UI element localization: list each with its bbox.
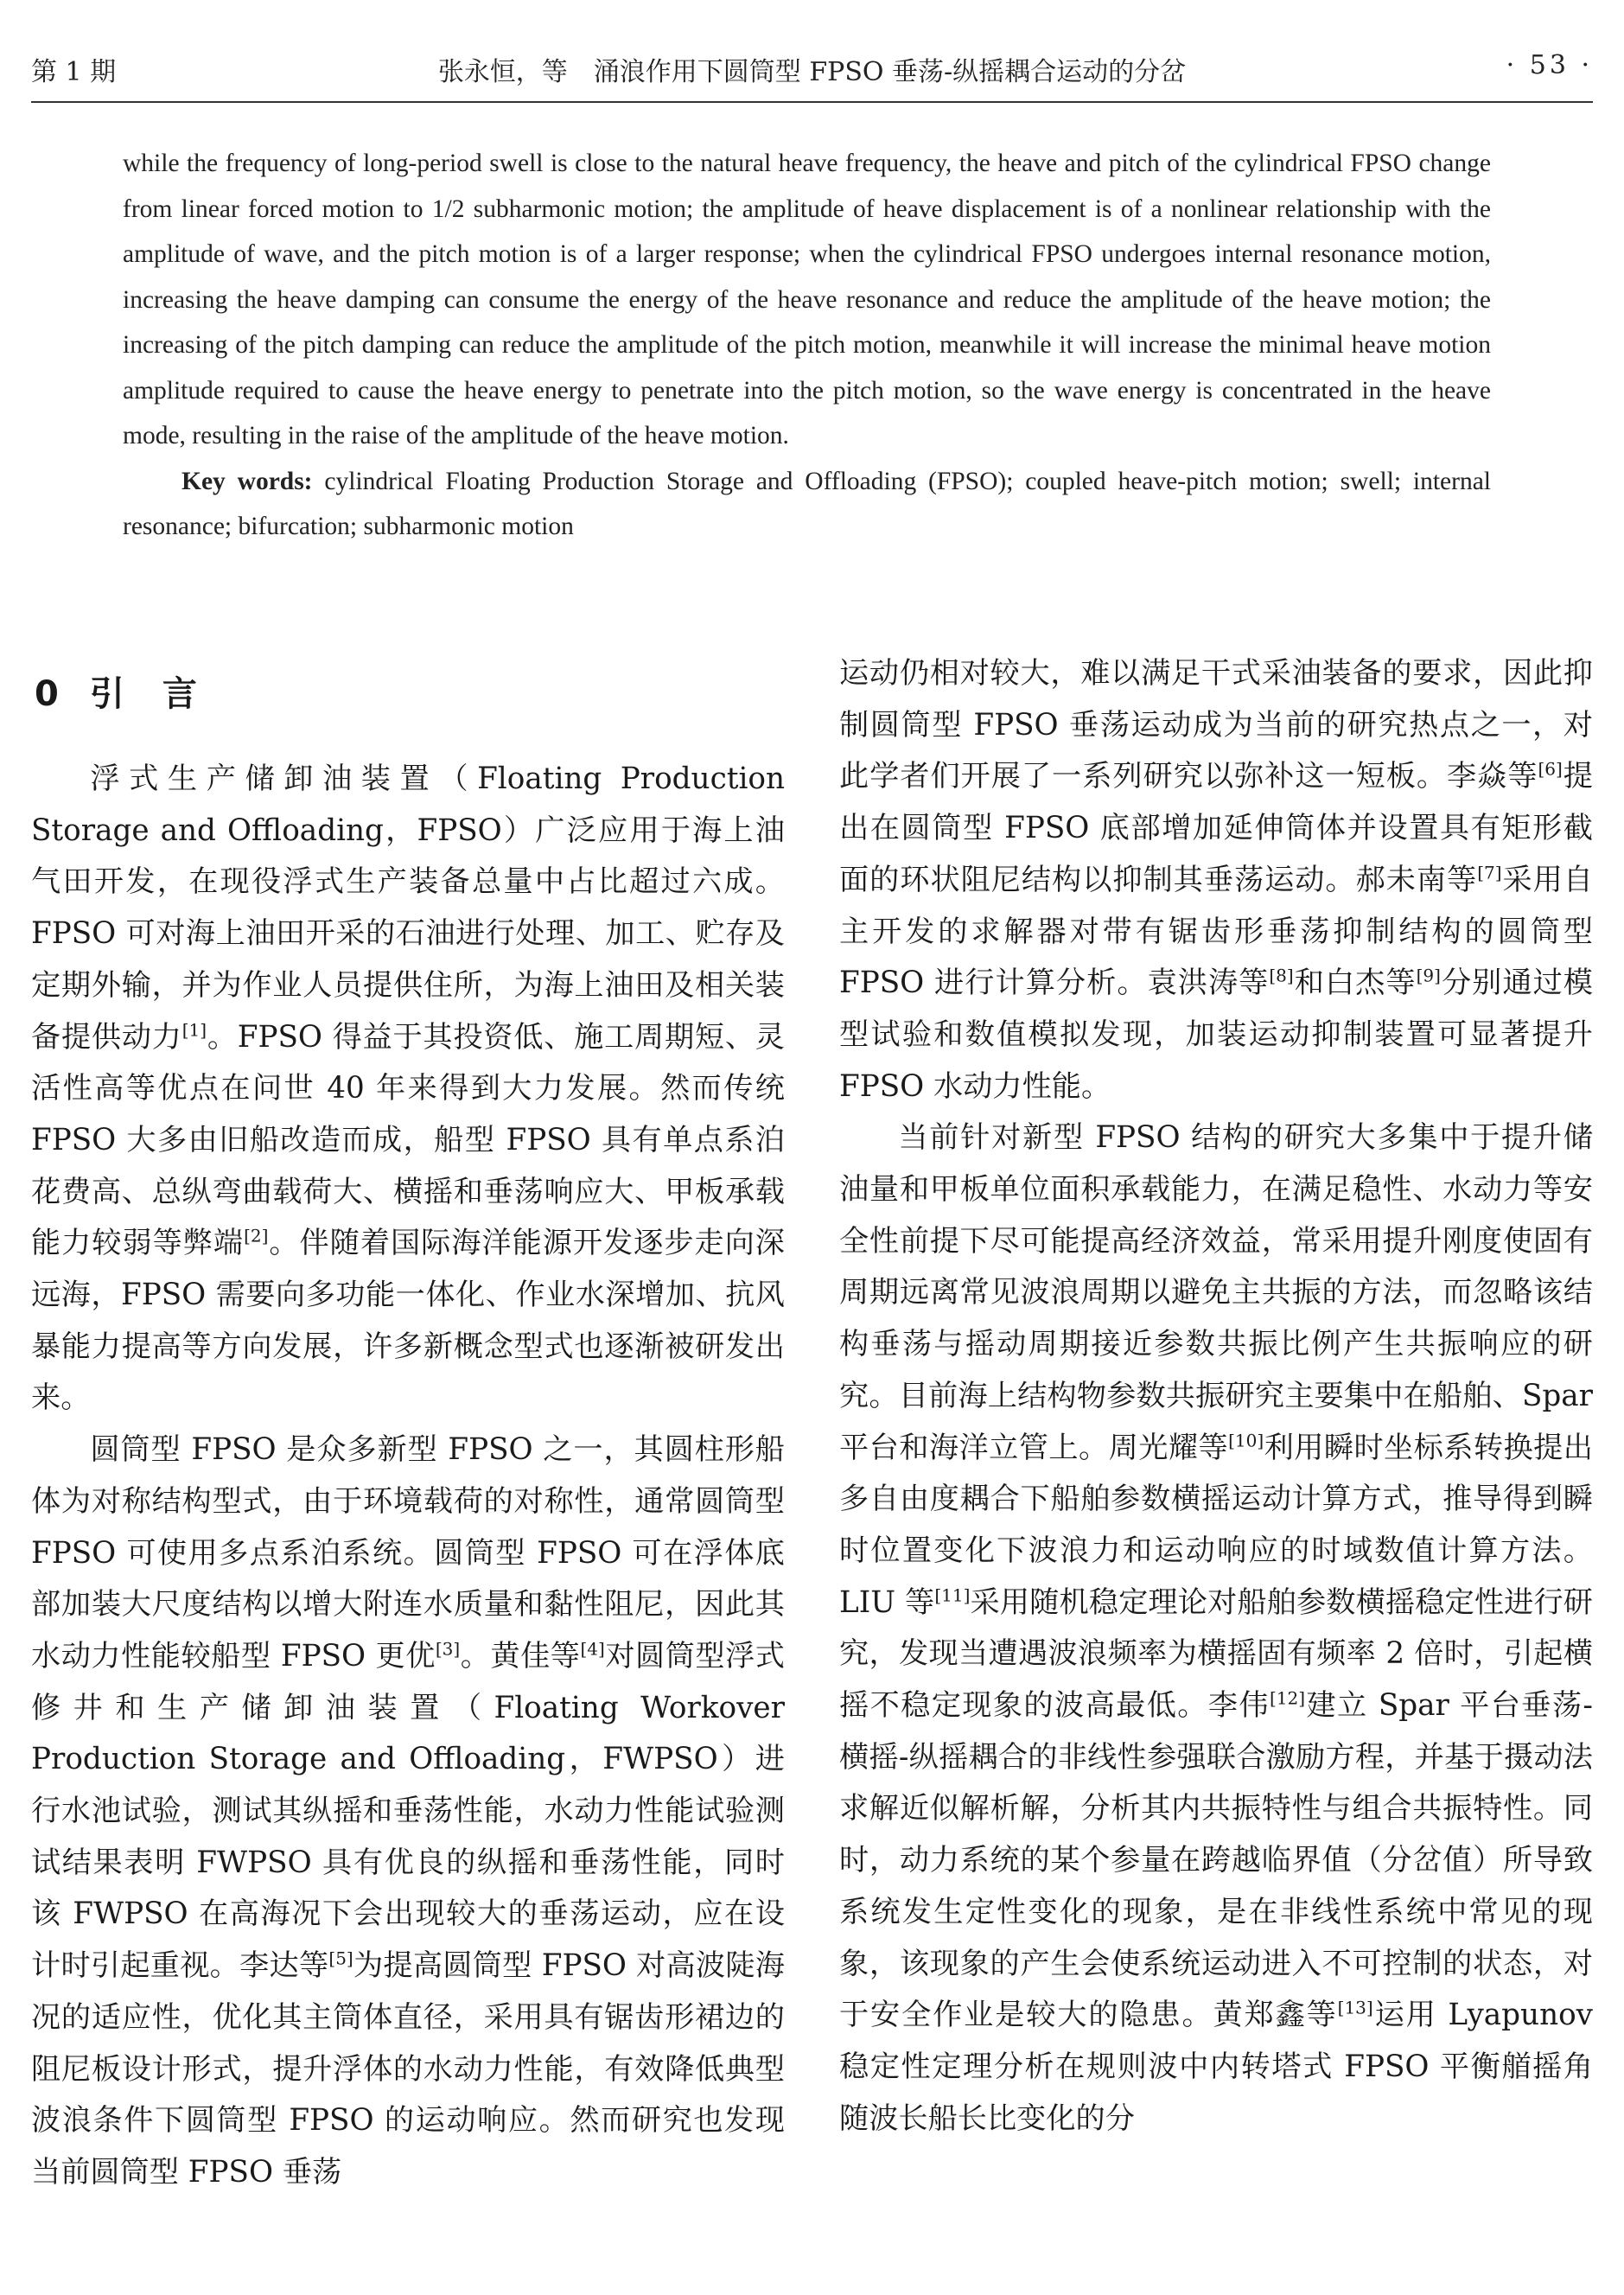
running-title: 张永恒，等 涌浪作用下圆筒型 FPSO 垂荡-纵摇耦合运动的分岔	[437, 57, 1187, 87]
citation[interactable]: [12]	[1270, 1687, 1306, 1709]
citation[interactable]: [13]	[1337, 1997, 1373, 2018]
citation[interactable]: [7]	[1477, 862, 1502, 883]
citation[interactable]: [1]	[182, 1019, 207, 1041]
section-number: 0	[35, 674, 59, 714]
right-column	[839, 648, 1593, 2145]
keywords-text: cylindrical Floating Production Storage and Offloading (FPSO); coupled heave-pitch motion; swell; internal resonance; bifurcation; subharmonic motion	[123, 467, 1491, 540]
citation[interactable]: [6]	[1538, 759, 1563, 781]
citation[interactable]: [9]	[1416, 965, 1441, 986]
paragraph: 圆筒型 FPSO 是众多新型 FPSO 之一，其圆柱形船体为对称结构型式，由于环境载荷的对称性，通常圆筒型 FPSO 可使用多点系泊系统。圆筒型 FPSO 可在浮体底部加装大尺度结构以增大附连水质量和黏性阻尼，因此其水动力性能较船型 FPSO 更优[3]。黄佳等[4]对圆筒型浮式修井和生产储卸油装置（Floating Workover Production Storage and Offloading，FWPSO）进行水池试验，测试其纵摇和垂荡性能，水动力性能试验测试结果表明 FWPSO 具有优良的纵摇和垂荡性能，同时该 FWPSO 在高海况下会出现较大的垂荡运动，应在设计时引起重视。李达等[5]为提高圆筒型 FPSO 对高波陡海况的适应性，优化其主筒体直径，采用具有锯齿形裙边的阻尼板设计形式，提升浮体的水动力性能，有效降低典型波浪条件下圆筒型 FPSO 的运动响应。然而研究也发现当前圆筒型 FPSO 垂荡	[31, 1432, 785, 2190]
citation[interactable]: [2]	[244, 1225, 269, 1246]
page-number: · 53 ·	[1506, 50, 1593, 80]
issue-number: 第 1 期	[31, 57, 117, 87]
left-column	[31, 653, 785, 2199]
citation[interactable]: [10]	[1228, 1430, 1264, 1451]
keywords-label: Key words:	[182, 467, 313, 495]
paragraph: 浮式生产储卸油装置（Floating Production Storage and Offloading，FPSO）广泛应用于海上油气田开发，在现役浮式生产装备总量中占比超过六成。FPSO 可对海上油田开采的石油进行处理、加工、贮存及定期外输，并为作业人员提供住所，为海上油田及相关装备提供动力[1]。FPSO 得益于其投资低、施工周期短、灵活性高等优点在问世 40 年来得到大力发展。然而传统 FPSO 大多由旧船改造而成，船型 FPSO 具有单点系泊花费高、总纵弯曲载荷大、横摇和垂荡响应大、甲板承载能力较弱等弊端[2]。伴随着国际海洋能源开发逐步走向深远海，FPSO 需要向多功能一体化、作业水深增加、抗风暴能力提高等方向发展，许多新概念型式也逐渐被研发出来。	[31, 762, 785, 1416]
paragraph: 当前针对新型 FPSO 结构的研究大多集中于提升储油量和甲板单位面积承载能力，在满足稳性、水动力等安全性前提下尽可能提高经济效益，常采用提升刚度使固有周期远离常见波浪周期以避免主共振的方法，而忽略该结构垂荡与摇动周期接近参数共振比例产生共振响应的研究。目前海上结构物参数共振研究主要集中在船舶、Spar 平台和海洋立管上。周光耀等[10]利用瞬时坐标系转换提出多自由度耦合下船舶参数横摇运动计算方式，推导得到瞬时位置变化下波浪力和运动响应的时域数值计算方法。LIU 等[11]采用随机稳定理论对船舶参数横摇稳定性进行研究，发现当遭遇波浪频率为横摇固有频率 2 倍时，引起横摇不稳定现象的波高最低。李伟[12]建立 Spar 平台垂荡-横摇-纵摇耦合的非线性参强联合激励方程，并基于摄动法求解近似解析解，分析其内共振特性与组合共振特性。同时，动力系统的某个参量在跨越临界值（分岔值）所导致系统发生定性变化的现象，是在非线性系统中常见的现象，该现象的产生会使系统运动进入不可控制的状态，对于安全作业是较大的隐患。黄郑鑫等[13]运用 Lyapunov 稳定性定理分析在规则波中内转塔式 FPSO 平衡艏摇角随波长船长比变化的分	[839, 1120, 1593, 2136]
paragraph: 运动仍相对较大，难以满足干式采油装备的要求，因此抑制圆筒型 FPSO 垂荡运动成为当前的研究热点之一，对此学者们开展了一系列研究以弥补这一短板。李焱等[6]提出在圆筒型 FPSO 底部增加延伸筒体并设置具有矩形截面的环状阻尼结构以抑制其垂荡运动。郝未南等[7]采用自主开发的求解器对带有锯齿形垂荡抑制结构的圆筒型 FPSO 进行计算分析。袁洪涛等[8]和白杰等[9]分别通过模型试验和数值模拟发现，加装运动抑制装置可显著提升 FPSO 水动力性能。	[839, 656, 1593, 1104]
section-heading	[35, 673, 785, 716]
running-header	[31, 50, 1593, 93]
citation[interactable]: [4]	[580, 1638, 605, 1660]
keywords	[123, 459, 1491, 550]
english-abstract	[123, 141, 1491, 550]
header-rule	[31, 101, 1593, 103]
section-title: 引言	[89, 674, 235, 714]
citation[interactable]: [3]	[435, 1638, 461, 1660]
citation[interactable]: [5]	[328, 1948, 353, 1969]
abstract-text: while the frequency of long-period swell is close to the natural heave frequency, the heave and pitch of the cylindrical FPSO change from linear forced motion to 1/2 subharmonic motion; the amplitude of heave displacement is of a nonlinear relationship with the amplitude of wave, and the pitch motion is of a larger response; when the cylindrical FPSO undergoes internal resonance motion, increasing the heave damping can consume the energy of the heave resonance and reduce the amplitude of the heave motion; the increasing of the pitch damping can reduce the amplitude of the pitch motion, meanwhile it will increase the minimal heave motion amplitude required to cause the heave energy to penetrate into the pitch motion, so the wave energy is concentrated in the heave mode, resulting in the raise of the amplitude of the heave motion.	[123, 150, 1491, 449]
citation[interactable]: [11]	[934, 1584, 971, 1606]
citation[interactable]: [8]	[1269, 965, 1294, 986]
